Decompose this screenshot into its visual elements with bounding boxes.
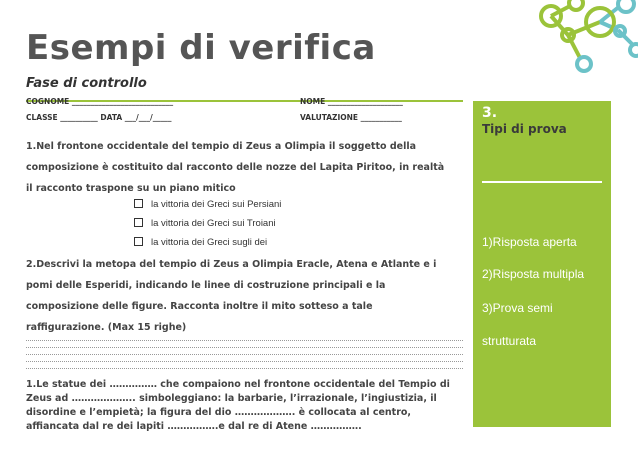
question-2-line: raffigurazione. (Max 15 righe) <box>26 322 187 333</box>
page-subtitle: Fase di controllo <box>26 76 147 91</box>
panel-item: 1)Risposta aperta <box>482 235 577 249</box>
question-2-line: pomi delle Esperidi, indicando le linee di costruzione principali e la <box>26 280 386 291</box>
question-1-line: il racconto traspone su un piano mitico <box>26 183 236 194</box>
cognome-field: COGNOME ___________________________ <box>26 97 174 106</box>
answer-line <box>26 368 463 369</box>
answer-line <box>26 340 463 341</box>
prove-panel <box>473 101 611 427</box>
panel-item: 3)Prova semi <box>482 301 553 315</box>
answer-line <box>26 361 463 362</box>
checkbox-icon[interactable] <box>134 237 143 246</box>
question-2-line: composizione delle figure. Racconta inoltre il mito sotteso a tale <box>26 301 373 312</box>
question-3-text: 1.Le statue dei …………… che compaiono nel frontone occidentale del Tempio di Zeus ad ……………….. simboleggiano: la barbarie, l’irrazionale, l’ingiustizia, il disordine e l’empietà; la figura del dio ………………. è collocata al centro, affiancata dal re dei lapiti …………….e dal re di Atene ……………. <box>26 379 450 432</box>
panel-title: Tipi di prova <box>482 122 567 136</box>
page-title: Esempi di verifica <box>26 28 376 68</box>
answer-line <box>26 347 463 348</box>
checkbox-icon[interactable] <box>134 218 143 227</box>
option-label: la vittoria dei Greci sui Troiani <box>151 218 276 229</box>
nome-field: NOME ____________________ <box>300 97 403 106</box>
option-label: la vittoria dei Greci sugli dei <box>151 237 268 248</box>
question-1-line: composizione è costituito dal racconto delle nozze del Lapita Piritoo, in realtà <box>26 162 445 173</box>
option-label: la vittoria dei Greci sui Persiani <box>151 199 282 210</box>
option-item <box>134 199 281 210</box>
classe-data-field: CLASSE __________ DATA ___/___/_____ <box>26 113 172 122</box>
molecule-decoration-icon <box>508 0 638 80</box>
answer-line <box>26 354 463 355</box>
question-2-line: 2.Descrivi la metopa del tempio di Zeus a Olimpia Eracle, Atena e Atlante e i <box>26 259 437 270</box>
panel-rule <box>482 181 602 183</box>
checkbox-icon[interactable] <box>134 199 143 208</box>
option-item <box>134 218 276 229</box>
panel-number: 3. <box>482 105 498 121</box>
panel-item: 2)Risposta multipla <box>482 267 585 281</box>
question-1-line: 1.Nel frontone occidentale del tempio di Zeus a Olimpia il soggetto della <box>26 141 416 152</box>
valutazione-field: VALUTAZIONE ___________ <box>300 113 402 122</box>
option-item <box>134 237 267 248</box>
panel-item: strutturata <box>482 334 537 348</box>
